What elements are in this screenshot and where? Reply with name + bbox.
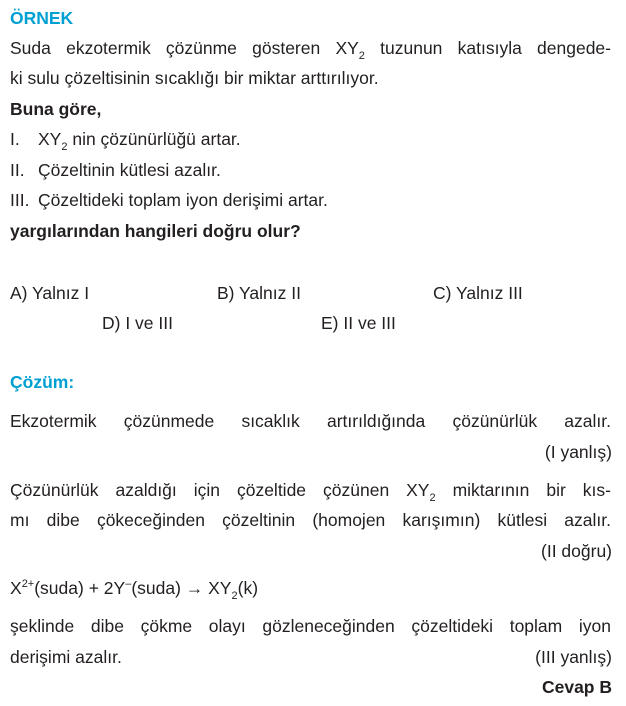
question-line-2: ki sulu çözeltisinin sıcaklığı bir miktar arttırılıyor. [10, 68, 379, 88]
solution-note-1: (I yanlış) [544, 442, 612, 462]
solution-heading: Çözüm: [10, 372, 75, 392]
solution-note-2: (II doğru) [541, 541, 612, 561]
option-a[interactable]: A) Yalnız I [10, 283, 90, 303]
reaction-equation: $X^{2+}(suda)$ + 2Y–(suda) → $XY_2(k)$ [10, 578, 259, 602]
question-lead: Buna göre, [10, 99, 102, 119]
example-heading: ÖRNEK [10, 8, 74, 28]
solution-note-3: (III yanlış) [535, 647, 612, 667]
question-line-1: Suda ekzotermik çözünme gösteren $XY_2$ tuzunun katısıyla dengede- [10, 38, 611, 62]
solution-paragraph-2-line-1: Çözünürlük azaldığı için çözeltide çözünen $XY_2$ miktarının bir kıs- [10, 480, 611, 504]
solution-paragraph-3-line-2: derişimi azalır. [10, 647, 122, 667]
statement-2: II. Çözeltinin kütlesi azalır. [10, 160, 221, 180]
solution-paragraph-1: Ekzotermik çözünmede sıcaklık artırıldığında çözünürlük azalır. [10, 411, 611, 431]
option-d[interactable]: D) I ve III [102, 313, 173, 333]
question-prompt: yargılarından hangileri doğru olur? [10, 221, 301, 241]
statement-3: III. Çözeltideki toplam iyon derişimi artar. [10, 190, 328, 210]
option-b[interactable]: B) Yalnız II [217, 283, 301, 303]
solution-paragraph-3-line-1: şeklinde dibe çökme olayı gözleneceğinden çözeltideki toplam iyon [10, 616, 611, 636]
option-c[interactable]: C) Yalnız III [433, 283, 523, 303]
option-e[interactable]: E) II ve III [321, 313, 396, 333]
solution-paragraph-2-line-2: mı dibe çökeceğinden çözeltinin (homojen karışımın) kütlesi azalır. [10, 510, 611, 530]
statement-1: I. $XY_2$ nin çözünürlüğü artar. [10, 129, 241, 153]
answer-label: Cevap B [541, 677, 612, 697]
